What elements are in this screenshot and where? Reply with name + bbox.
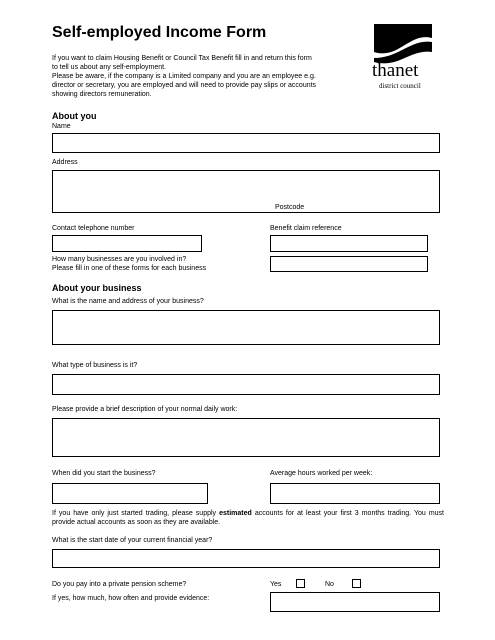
name-field[interactable] <box>52 133 440 153</box>
logo-subtitle: district council <box>379 82 421 90</box>
business-type-label: What type of business is it? <box>52 362 138 369</box>
intro-text <box>52 54 352 99</box>
start-date-label: When did you start the business? <box>52 470 156 477</box>
description-label: Please provide a brief description of your normal daily work: <box>52 406 238 413</box>
intro-line: If you want to claim Housing Benefit or Council Tax Benefit fill in and return this form <box>52 55 312 62</box>
businesses-note: Please fill in one of these forms for each business <box>52 265 207 272</box>
about-you-heading: About you <box>52 111 97 121</box>
no-checkbox[interactable] <box>352 579 361 588</box>
trading-note-emphasis: estimated <box>219 510 252 517</box>
pension-evidence-field[interactable] <box>270 592 440 612</box>
trading-note-text: accounts for at least your first 3 months trading. You must provide actual accounts as soon as they are available. <box>52 510 445 526</box>
benefit-ref-field[interactable] <box>270 235 428 252</box>
pension-evidence-label: If yes, how much, how often and provide evidence: <box>52 595 210 602</box>
address-label: Address <box>52 159 78 166</box>
yes-checkbox[interactable] <box>296 579 305 588</box>
page-title: Self-employed Income Form <box>52 24 267 41</box>
intro-line: Please be aware, if the company is a Limited company and you are an employee e.g. <box>52 73 316 80</box>
financial-year-label: What is the start date of your current financial year? <box>52 537 213 544</box>
businesses-question: How many businesses are you involved in? <box>52 256 187 263</box>
intro-line: showing directors remuneration. <box>52 91 152 98</box>
intro-line: director or secretary, you are employed and will need to provide pay slips or accounts <box>52 82 317 89</box>
logo-wordmark: thanet <box>372 60 419 81</box>
trading-note <box>52 509 444 527</box>
business-type-field[interactable] <box>52 374 440 395</box>
name-label: Name <box>52 123 71 130</box>
hours-label: Average hours worked per week: <box>270 470 373 477</box>
pension-question: Do you pay into a private pension scheme? <box>52 581 187 588</box>
business-name-address-field[interactable] <box>52 310 440 345</box>
benefit-ref-label: Benefit claim reference <box>270 225 342 232</box>
description-field[interactable] <box>52 418 440 457</box>
postcode-label: Postcode <box>275 204 305 211</box>
financial-year-field[interactable] <box>52 549 440 568</box>
about-business-heading: About your business <box>52 283 142 293</box>
trading-note-text: If you have only just started trading, please supply <box>52 510 220 517</box>
businesses-count-field[interactable] <box>270 256 428 272</box>
phone-label: Contact telephone number <box>52 225 135 232</box>
phone-field[interactable] <box>52 235 202 252</box>
address-field[interactable] <box>52 170 440 213</box>
yes-label: Yes <box>270 581 282 588</box>
business-name-address-label: What is the name and address of your business? <box>52 298 204 305</box>
no-label: No <box>325 581 334 588</box>
intro-line: to tell us about any self-employment. <box>52 64 167 71</box>
hours-field[interactable] <box>270 483 440 504</box>
start-date-field[interactable] <box>52 483 208 504</box>
